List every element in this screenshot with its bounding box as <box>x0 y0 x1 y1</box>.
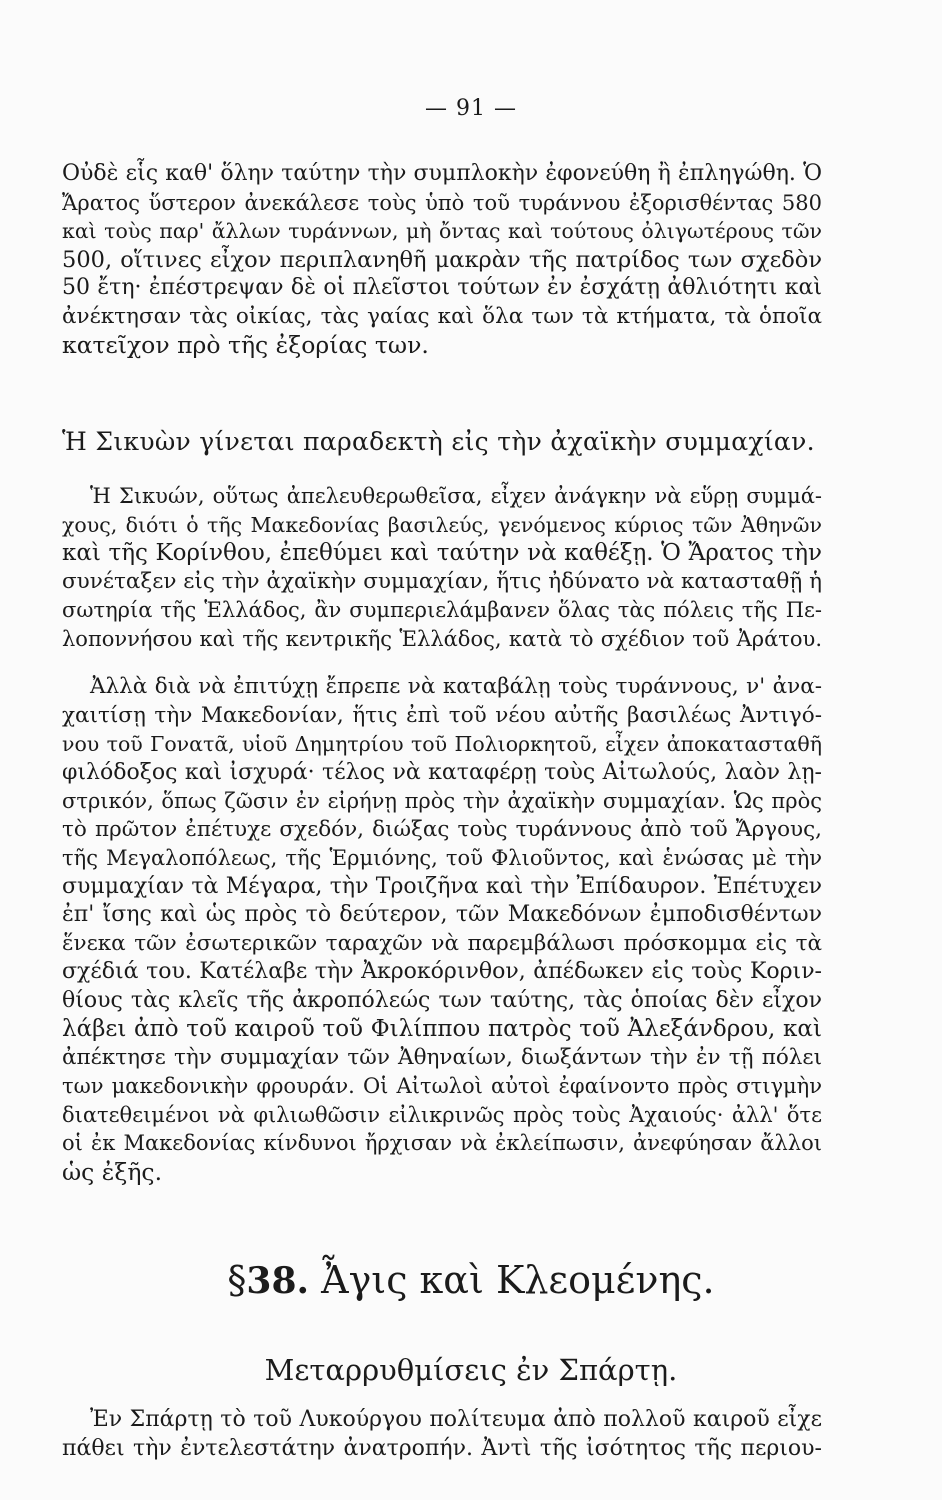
paragraph-aratos-return <box>62 160 822 360</box>
text-line: σχέδιά του. Κατέλαβε τὴν Ἀκροκόρινθον, ἀπέδωκεν εἰς τοὺς Κοριν- <box>62 959 822 984</box>
text-line: φιλόδοξος καὶ ἰσχυρά· τέλος νὰ καταφέρῃ τοὺς Αἰτωλούς, λαὸν λῃ- <box>62 759 822 785</box>
text-line: χαιτίσῃ τὴν Μακεδονίαν, ἥτις ἐπὶ τοῦ νέου αὐτῆς βασιλέως Ἀντιγό- <box>62 702 822 728</box>
text-line: καὶ τοὺς παρ' ἄλλων τυράννων, μὴ ὄντας καὶ τούτους ὀλιγωτέρους τῶν <box>62 219 822 243</box>
section-symbol: § <box>227 1258 247 1302</box>
section-title: Ἆγις καὶ Κλεομένης. <box>321 1258 715 1302</box>
text-line: χους, διότι ὁ τῆς Μακεδονίας βασιλεύς, γενόμενος κύριος τῶν Ἀθηνῶν <box>62 512 822 537</box>
text-line: καὶ τῆς Κορίνθου, ἐπεθύμει καὶ ταύτην νὰ καθέξῃ. Ὁ Ἄρατος τὴν <box>62 540 822 566</box>
text-line: νου τοῦ Γονατᾶ, υἱοῦ Δημητρίου τοῦ Πολιορκητοῦ, εἶχεν ἀποκατασταθῆ <box>62 732 822 756</box>
text-line: των μακεδονικὴν φρουράν. Οἱ Αἰτωλοὶ αὐτοὶ ἐφαίνοντο πρὸς στιγμὴν <box>62 1074 822 1098</box>
paragraph-sikyon <box>62 482 822 653</box>
page-number: — 91 — <box>425 96 517 121</box>
text-line: συμμαχίαν τὰ Μέγαρα, τὴν Τροιζῆνα καὶ τὴν Ἐπίδαυρον. Ἐπέτυχεν <box>62 873 822 899</box>
text-line: λάβει ἀπὸ τοῦ καιροῦ τοῦ Φιλίππου πατρὸς τοῦ Ἀλεξάνδρου, καὶ <box>62 1016 822 1042</box>
text-line: Ἐν Σπάρτῃ τὸ τοῦ Λυκούργου πολίτευμα ἀπὸ πολλοῦ καιροῦ εἶχε <box>90 1407 822 1432</box>
paragraph-sparta <box>62 1406 822 1463</box>
heading-sikyon-alliance: Ἡ Σικυὼν γίνεται παραδεκτὴ εἰς τὴν ἀχαϊκὴν συμμαχίαν. <box>62 427 815 456</box>
subheading-reforms: Μεταρρυθμίσεις ἐν Σπάρτῃ. <box>264 1353 678 1387</box>
text-line: οἱ ἐκ Μακεδονίας κίνδυνοι ἤρχισαν νὰ ἐκλείπωσιν, ἀνεφύησαν ἄλλοι <box>62 1131 822 1155</box>
text-line: 500, οἵτινες εἶχον περιπλανηθῆ μακρὰν τῆς πατρίδος των σχεδὸν <box>62 246 822 273</box>
text-line: ἀπέκτησε τὴν συμμαχίαν τῶν Ἀθηναίων, διωξάντων τὴν ἐν τῇ πόλει <box>62 1044 822 1070</box>
text-line: κατεῖχον πρὸ τῆς ἐξορίας των. <box>62 331 429 359</box>
text-line: θίους τὰς κλεῖς τῆς ἀκροπόλεώς των ταύτης, τὰς ὁποίας δὲν εἶχον <box>62 987 822 1013</box>
text-line: ἐπ' ἴσης καὶ ὡς πρὸς τὸ δεύτερον, τῶν Μακεδόνων ἐμποδισθέντων <box>62 902 822 927</box>
section-heading <box>0 1258 942 1302</box>
text-line: τῆς Μεγαλοπόλεως, τῆς Ἑρμιόνης, τοῦ Φλιοῦντος, καὶ ἑνώσας μὲ τὴν <box>62 846 822 870</box>
text-line: λοποννήσου καὶ τῆς κεντρικῆς Ἑλλάδος, κατὰ τὸ σχέδιον τοῦ Ἀράτου. <box>62 626 822 651</box>
text-line: Ἄρατος ὕστερον ἀνεκάλεσε τοὺς ὑπὸ τοῦ τυράννου ἐξορισθέντας 580 <box>62 190 822 215</box>
section-number: 38. <box>246 1260 310 1302</box>
text-line: στρικόν, ὅπως ζῶσιν ἐν εἰρήνῃ πρὸς τὴν ἀχαϊκὴν συμμαχίαν. Ὡς πρὸς <box>62 789 822 813</box>
text-line: Οὐδὲ εἷς καθ' ὅλην ταύτην τὴν συμπλοκὴν ἐφονεύθη ἢ ἐπληγώθη. Ὁ <box>62 161 822 186</box>
text-line: Ἀλλὰ διὰ νὰ ἐπιτύχῃ ἔπρεπε νὰ καταβάλῃ τοὺς τυράννους, ν' ἀνα- <box>90 674 822 699</box>
text-line: ἕνεκα τῶν ἐσωτερικῶν ταραχῶν νὰ παρεμβάλωσι πρόσκομμα εἰς τὰ <box>62 930 822 956</box>
text-line: πάθει τὴν ἐντελεστάτην ἀνατροπήν. Ἀντὶ τῆς ἰσότητος τῆς περιου- <box>62 1435 822 1461</box>
text-line: Ἡ Σικυών, οὕτως ἀπελευθερωθεῖσα, εἶχεν ἀνάγκην νὰ εὕρῃ συμμά- <box>90 484 822 508</box>
text-line: συνέταξεν εἰς τὴν ἀχαϊκὴν συμμαχίαν, ἥτις ἠδύνατο νὰ κατασταθῇ ἡ <box>62 568 822 594</box>
text-line: σωτηρία τῆς Ἑλλάδος, ἂν συμπεριελάμβανεν ὅλας τὰς πόλεις τῆς Πε- <box>62 598 822 622</box>
text-line: 50 ἔτη· ἐπέστρεψαν δὲ οἱ πλεῖστοι τούτων ἐν ἐσχάτῃ ἀθλιότητι καὶ <box>62 275 822 300</box>
paragraph-achaean-league <box>62 673 822 1186</box>
text-line: ἀνέκτησαν τὰς οἰκίας, τὰς γαίας καὶ ὅλα των τὰ κτήματα, τὰ ὁποῖα <box>62 303 822 329</box>
text-line: διατεθειμένοι νὰ φιλιωθῶσιν εἰλικρινῶς πρὸς τοὺς Ἀχαιούς· ἀλλ' ὅτε <box>62 1102 822 1127</box>
text-line: ὡς ἐξῆς. <box>62 1157 163 1186</box>
text-line: τὸ πρῶτον ἐπέτυχε σχεδόν, διώξας τοὺς τυράννους ἀπὸ τοῦ Ἄργους, <box>62 816 822 842</box>
